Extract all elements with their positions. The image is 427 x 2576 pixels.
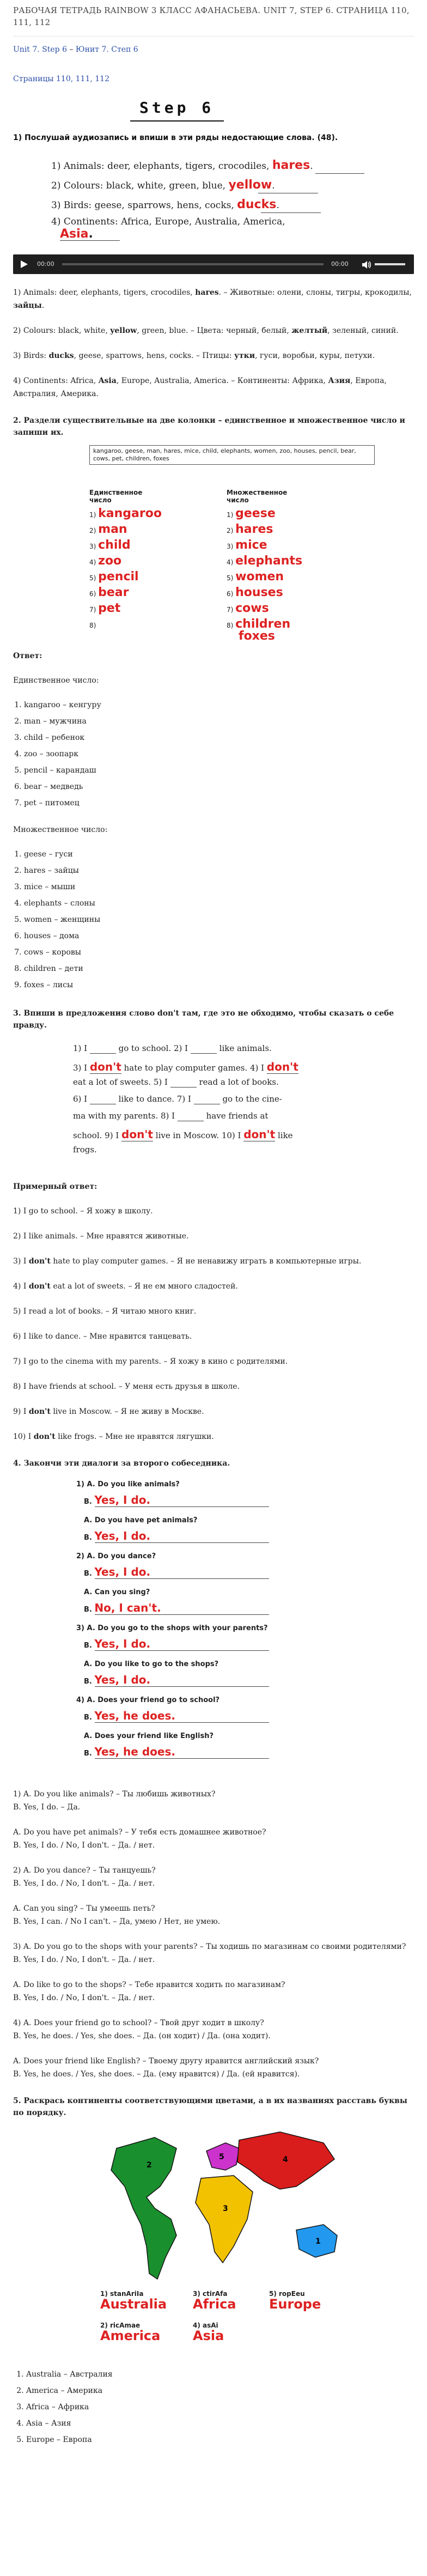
ex3-text: 3) I — [73, 1063, 90, 1073]
map-number-3: 3 — [223, 2204, 228, 2213]
ex2-singular-heading: Единственное число — [89, 489, 143, 504]
ex3-dont-answer: don't — [121, 1128, 153, 1141]
ex5-scramble-key: 5) ropEeu — [269, 2290, 305, 2298]
map-number-5: 5 — [219, 2153, 224, 2161]
ex2-image — [13, 445, 414, 647]
ex2-singular-entry: 4. zoo – зоопарк — [24, 746, 414, 762]
ex2-sing-label: Единственное число: — [13, 676, 99, 685]
ex2-plural-item — [227, 569, 284, 584]
world-map — [95, 2127, 351, 2285]
ex4-answer-q: A. Do you have pet animals? – У тебя есть домашнее животное? — [13, 1828, 266, 1837]
ex2-plural-entry: 4. elephants – слоны — [24, 895, 414, 912]
ex4-b-prefix: B. — [84, 1570, 95, 1578]
ex2-question: 2. Раздели существительные на две колонки – единственное и множественное число и запиши их. — [13, 416, 405, 437]
ex4-question-line: 1) A. Do you like animals? — [76, 1480, 180, 1489]
ex3-answer-b: hate to play computer games. – Я не ненавижу играть в компьютерные игры. — [50, 1257, 362, 1266]
ex3-answer-b: live in Moscow. – Я не живу в Москве. — [50, 1407, 204, 1416]
breadcrumb-link-unit[interactable]: Unit 7. Step 6 — [13, 45, 67, 54]
play-icon[interactable] — [21, 260, 28, 268]
ex5-final-entry: 5. Europe – Европа — [26, 2432, 414, 2448]
ex4-answer — [13, 1788, 414, 1814]
ex1-answer-3 — [13, 349, 414, 362]
volume-slider[interactable] — [375, 263, 405, 265]
ex1-line-4-answer: Asia. — [60, 227, 93, 241]
ex4-answer-b: B. Yes, I do. / No, I don't. – Да. / нет. — [13, 1994, 155, 2002]
ex1-ans1-c: . – Животные: олени, слоны, тигры, крокодилы, — [218, 288, 412, 297]
ex1-line-3-text: 3) Birds: geese, sparrows, hens, cocks, — [51, 200, 234, 211]
ex3-text: 6) I — [73, 1094, 90, 1104]
audio-time-current: 00:00 — [37, 260, 54, 268]
step-heading-underline — [130, 120, 224, 121]
ex2-plur-label: Множественное число: — [13, 825, 108, 834]
ex4-answer-text: Yes, I do. — [94, 1673, 151, 1686]
ex5-scramble-key: 4) asAi — [193, 2322, 218, 2329]
ex4-answer-text: No, I can't. — [94, 1601, 161, 1614]
ex4-answer-b: B. Yes, I can. / No I can't. – Да, умею / Нет, не умею. — [13, 1917, 221, 1926]
item-number: 5) — [89, 574, 99, 582]
item-word: children — [235, 617, 291, 631]
ex2-plural-entry: 6. houses – дома — [24, 928, 414, 944]
ex1-answer-2 — [13, 324, 414, 337]
ex4-question-line: A. Can you sing? — [84, 1588, 150, 1596]
ex4-answer-text: Yes, he does. — [94, 1745, 175, 1758]
ex2-plural-item — [227, 601, 269, 616]
ex5-final-entry: 4. Asia – Азия — [26, 2415, 414, 2432]
item-number: 8) — [227, 622, 236, 629]
ex3-text: go to school. 2) I — [115, 1043, 191, 1053]
ex5-scramble-key: 3) ctirAfa — [193, 2290, 228, 2298]
ex5-scramble-item — [193, 2290, 236, 2311]
ex5-scramble-key: 2) ricAmae — [100, 2322, 141, 2329]
ex4-answer — [13, 1826, 414, 1852]
ex3-question: 3. Впиши в предложения слово don't там, где это не обходимо, чтобы сказать о себе правду. — [13, 1009, 394, 1030]
item-word: kangaroo — [98, 507, 162, 520]
ex4-answer-b: B. Yes, I do. / No, I don't. – Да. / нет. — [13, 1879, 155, 1888]
ex2-plural-item — [227, 554, 302, 568]
ex3-answer: 2) I like animals. – Мне нравятся животные. — [13, 1232, 189, 1241]
ex1-ans3-b: ducks — [48, 351, 74, 360]
step-heading-block — [13, 99, 414, 131]
ex3-text: like to dance. 7) I — [115, 1094, 194, 1104]
ex2-singular-list — [13, 697, 414, 811]
ex4-question: 4. Закончи эти диалоги за второго собеседника. — [13, 1459, 230, 1468]
breadcrumb-sep: – — [67, 45, 76, 54]
ex4-answer-line — [84, 1493, 280, 1506]
ex4-answer-line — [84, 1565, 280, 1578]
ex4-question-line: 4) A. Does your friend go to school? — [76, 1696, 220, 1704]
ex2-plural-item — [227, 617, 291, 643]
item-number: 1) — [227, 511, 236, 519]
ex3-dont-answer: don't — [243, 1128, 276, 1141]
ex3-text: ma with my parents. 8) I — [73, 1111, 178, 1121]
ex5-scramble-answer: Australia — [100, 2296, 167, 2312]
ex3-answer — [13, 1430, 414, 1443]
pages-line — [13, 74, 414, 84]
ex2-singular-item — [89, 554, 121, 568]
ex2-plural-entry: 5. women – женщины — [24, 912, 414, 928]
ex3-blank — [90, 1043, 116, 1054]
ex4-answers — [13, 1788, 414, 2081]
item-word: pencil — [98, 570, 139, 584]
ex4-image — [13, 1475, 414, 1776]
ex1-blank-4 — [60, 240, 120, 241]
item-word: mice — [235, 538, 267, 552]
ex3-sample-label: Примерный ответ: — [13, 1182, 97, 1191]
ex4-b-prefix: B. — [84, 1714, 95, 1722]
ex4-answer-b: B. Yes, he does. / Yes, she does. – Да. (ему нравится) / Да. (ей нравится). — [13, 2070, 300, 2079]
ex1-line-3-answer: ducks — [237, 198, 277, 211]
ex4-answer-q: 1) A. Do you like animals? – Ты любишь животных? — [13, 1790, 216, 1799]
ex2-singular-entry: 5. pencil – карандаш — [24, 762, 414, 779]
item-word: elephants — [235, 554, 303, 568]
ex1-line-4-text: 4) Continents: Africa, Europe, Australia, America, — [51, 216, 285, 227]
ex2-plural-entry: 8. children – дети — [24, 961, 414, 977]
ex4-answer-line — [84, 1529, 280, 1542]
item-word: child — [98, 538, 131, 552]
ex2-word-box: kangaroo, geese, man, hares, mice, child, elephants, women, zoo, houses, pencil, bear, cows, pet, children, foxes — [89, 445, 375, 465]
ex5-scramble-key: 1) stanAriIa — [100, 2290, 144, 2298]
ex2-plural-item — [227, 522, 273, 537]
ex4-answer-line — [84, 1637, 280, 1650]
divider — [13, 36, 414, 37]
ex2-singular-item — [89, 538, 131, 552]
ex3-answer-dont: don't — [28, 1282, 51, 1291]
ex4-b-prefix: B. — [84, 1678, 95, 1686]
ex4-answer-q: A. Does your friend like English? – Твоему другу нравится английский язык? — [13, 2057, 319, 2065]
ex4-answer-rule — [95, 1650, 269, 1651]
item-number: 6) — [89, 590, 99, 598]
ex4-question-line: A. Do you like to go to the shops? — [84, 1660, 219, 1668]
ex4-answer-line — [84, 1709, 280, 1722]
ex3-line — [73, 1111, 356, 1121]
ex4-answer-b: B. Yes, I do. / No, I don't. – Да. / нет. — [13, 1955, 155, 1964]
ex2-answer-label: Ответ: — [13, 652, 42, 660]
ex2-plural-entry: 9. foxes – лисы — [24, 977, 414, 993]
audio-progress-track[interactable] — [62, 263, 324, 265]
map-number-4: 4 — [283, 2155, 288, 2164]
ex1-ans4-d: Азия — [328, 376, 351, 385]
ex2-singular-entry: 2. man – мужчина — [24, 713, 414, 730]
ex3-answer-dont: don't — [33, 1432, 56, 1441]
ex4-answer — [13, 1978, 414, 2004]
ex3-image — [13, 1040, 414, 1167]
ex2-singular-item — [89, 601, 120, 616]
ex3-text: live in Moscow. 10) I — [153, 1131, 244, 1140]
map-number-1: 1 — [315, 2237, 321, 2246]
item-number: 2) — [227, 527, 236, 534]
ex4-answer-q: 4) A. Does your friend go to school? – Твой друг ходит в школу? — [13, 2019, 264, 2027]
ex4-answer-line — [84, 1673, 280, 1686]
ex1-ans4-a: 4) Continents: Africa, — [13, 376, 96, 385]
ex2-singular-item — [89, 617, 96, 631]
item-word: geese — [235, 507, 276, 520]
breadcrumb — [13, 44, 414, 55]
ex1-ans4-c: , Europe, Australia, America. – Континенты: Африка, — [116, 376, 326, 385]
ex3-answers — [13, 1205, 414, 1443]
ex4-answer — [13, 2055, 414, 2081]
ex3-dont-answer: don't — [89, 1060, 121, 1073]
audio-player — [13, 254, 414, 274]
ex3-answer: 7) I go to the cinema with my parents. – Я хожу в кино с родителями. — [13, 1357, 288, 1366]
item-number: 6) — [227, 590, 236, 598]
ex4-answer — [13, 1940, 414, 1966]
ex2-singular-entry: 1. kangaroo – кенгуру — [24, 697, 414, 713]
ex3-text: like animals. — [216, 1043, 272, 1053]
ex5-final-list — [13, 2366, 414, 2448]
ex2-plural-item — [227, 585, 283, 600]
item-word: foxes — [239, 629, 275, 643]
item-number: 3) — [89, 543, 99, 550]
ex3-answer — [13, 1255, 414, 1268]
ex3-line — [73, 1145, 356, 1155]
ex3-text: go to the cine- — [219, 1094, 282, 1104]
ex4-answer-q: 2) A. Do you dance? – Ты танцуешь? — [13, 1866, 156, 1875]
content — [13, 0, 414, 2448]
ex5-scramble-item — [100, 2290, 167, 2311]
item-number: 4) — [89, 558, 99, 566]
ex4-answer — [13, 2016, 414, 2043]
ex1-ans2-e: , зеленый, синий. — [327, 326, 399, 335]
ex3-answer-b: eat a lot of sweets. – Я не ем много сладостей. — [50, 1282, 238, 1291]
ex1-ans1-d: зайцы — [13, 301, 42, 310]
ex1-line-4-answer-text: Asia — [60, 227, 89, 241]
ex1-blank-1 — [315, 173, 364, 174]
ex1-ans4-b: Asia — [98, 376, 117, 385]
audio-time-total: 00:00 — [331, 260, 349, 268]
ex4-answer-rule — [95, 1758, 269, 1759]
ex4-b-prefix: B. — [84, 1642, 95, 1650]
ex4-answer-text: Yes, I do. — [94, 1565, 151, 1578]
ex4-answer-b: B. Yes, I do. / No, I don't. – Да. / нет. — [13, 1841, 155, 1850]
ex4-answer-b: B. Yes, I do. – Да. — [13, 1803, 81, 1812]
item-word: man — [98, 523, 127, 536]
ex3-text: frogs. — [73, 1145, 97, 1155]
ex1-ans3-c: , geese, sparrows, hens, cocks. – Птицы: — [74, 351, 232, 360]
ex5-final-entry: 2. America – Америка — [26, 2383, 414, 2399]
ex1-line-1: 1) Animals: deer, elephants, tigers, crocodiles, hares. — [51, 159, 313, 172]
ex5-scramble-answer: Europe — [269, 2296, 321, 2312]
ex3-line — [73, 1128, 356, 1141]
ex5-scramble-item — [269, 2290, 321, 2311]
ex3-answer: 8) I have friends at school. – У меня есть друзья в школе. — [13, 1382, 240, 1391]
ex3-blank — [191, 1043, 217, 1054]
ex1-ans3-a: 3) Birds: — [13, 351, 47, 360]
item-number: 8) — [89, 622, 96, 629]
ex4-question-line: 2) A. Do you dance? — [76, 1552, 156, 1560]
ex4-answer-text: Yes, I do. — [94, 1637, 151, 1650]
ex4-answer-rule — [95, 1686, 269, 1687]
ex5-final-entry: 3. Africa – Африка — [26, 2399, 414, 2415]
ex3-answer-dont: don't — [28, 1257, 51, 1266]
ex4-answer-q: 3) A. Do you go to the shops with your parents? – Ты ходишь по магазинам со своими родителями? — [13, 1942, 406, 1951]
ex4-answer-b: B. Yes, he does. / Yes, she does. – Да. (он ходит) / Да. (она ходит). — [13, 2032, 271, 2040]
ex1-ans3-d: утки — [234, 351, 255, 360]
ex3-dont-answer: don't — [266, 1060, 298, 1073]
continent-africa — [196, 2176, 253, 2263]
ex2-singular-item — [89, 585, 129, 600]
ex1-line-3: 3) Birds: geese, sparrows, hens, cocks, ducks. — [51, 198, 279, 211]
item-number: 7) — [89, 606, 99, 613]
ex3-answer-a: 3) I — [13, 1257, 29, 1266]
ex4-answer-line — [84, 1745, 280, 1758]
ex3-line — [73, 1043, 356, 1054]
ex1-ans3-e: , гуси, воробьи, куры, петухи. — [255, 351, 375, 360]
ex4-question-line: A. Does your friend like English? — [84, 1732, 214, 1740]
ex5-image — [13, 2127, 414, 2366]
ex3-line — [73, 1077, 356, 1087]
ex1-ans2-a: 2) Colours: black, white, — [13, 326, 108, 335]
ex4-answer-rule — [95, 1542, 269, 1543]
ex2-plural-item — [227, 506, 276, 521]
ex4-b-prefix: B. — [84, 1606, 95, 1614]
ex3-blank — [178, 1111, 204, 1121]
item-number: 4) — [227, 558, 236, 566]
ex1-blank-3 — [261, 212, 321, 213]
ex4-b-prefix: B. — [84, 1534, 95, 1542]
ex2-plural-entry: 3. mice – мыши — [24, 879, 414, 895]
ex1-line-4 — [51, 216, 285, 227]
ex4-answer-text: Yes, I do. — [94, 1493, 151, 1506]
ex1-line-1-text: 1) Animals: deer, elephants, tigers, crocodiles, — [51, 161, 270, 172]
item-word: cows — [235, 602, 269, 615]
item-number: 5) — [227, 574, 236, 582]
item-number: 3) — [227, 543, 236, 550]
ex4-answer-rule — [95, 1506, 269, 1507]
ex3-answer-a: 4) I — [13, 1282, 29, 1291]
ex2-plural-entry: 2. hares – зайцы — [24, 862, 414, 879]
ex2-singular-entry: 7. pet – питомец — [24, 795, 414, 811]
ex3-line — [73, 1094, 356, 1104]
ex5-final-entry: 1. Australia – Австралия — [26, 2366, 414, 2383]
ex3-text: school. 9) I — [73, 1131, 122, 1140]
page-title: РАБОЧАЯ ТЕТРАДЬ RAINBOW 3 КЛАСС АФАНАСЬЕВА. UNIT 7, STEP 6. СТРАНИЦА 110, 111, 112 — [13, 5, 410, 27]
breadcrumb-link-unit-ru[interactable]: Юнит 7. Степ 6 — [75, 45, 138, 54]
item-number: 2) — [89, 527, 99, 534]
ex4-b-prefix: B. — [84, 1498, 95, 1506]
ex5-scramble-item — [100, 2322, 160, 2342]
ex4-answer-q: A. Can you sing? – Ты умеешь петь? — [13, 1904, 155, 1913]
ex4-answer — [13, 1902, 414, 1928]
ex3-text: eat a lot of sweets. 5) I — [73, 1077, 170, 1087]
ex3-answer-dont: don't — [28, 1407, 51, 1416]
ex3-answer — [13, 1405, 414, 1418]
ex1-line-2: 2) Colours: black, white, green, blue, yellow. — [51, 178, 275, 192]
item-word: pet — [98, 602, 121, 615]
ex4-answer-line — [84, 1601, 280, 1614]
ex3-text: like — [275, 1131, 293, 1140]
ex2-singular-entry: 6. bear – медведь — [24, 779, 414, 795]
ex1-ans2-c: , green, blue. – Цвета: черный, белый, — [137, 326, 289, 335]
ex1-ans1-a: 1) Animals: deer, elephants, tigers, crocodiles, — [13, 288, 193, 297]
ex4-question-line: 3) A. Do you go to the shops with your parents? — [76, 1624, 268, 1632]
ex2-plural-entry: 1. geese – гуси — [24, 846, 414, 862]
ex2-singular-item — [89, 506, 162, 521]
ex5-scramble-answer: America — [100, 2328, 161, 2343]
ex4-answer-q: A. Do like to go to the shops? – Тебе нравится ходить по магазинам? — [13, 1980, 285, 1989]
ex2-singular-item — [89, 522, 127, 537]
item-word: hares — [235, 523, 273, 536]
ex3-text: hate to play computer games. 4) I — [121, 1063, 267, 1073]
ex1-line-2-text: 2) Colours: black, white, green, blue, — [51, 180, 226, 191]
item-word: zoo — [98, 554, 122, 568]
ex5-question: 5. Раскрась континенты соответствующими цветами, а в их названиях расставь буквы по порядку. — [13, 2097, 407, 2117]
ex4-answer-text: Yes, I do. — [94, 1529, 151, 1542]
ex3-line — [73, 1060, 356, 1073]
ex5-scramble-answer: Africa — [193, 2296, 236, 2312]
ex4-answer-rule — [95, 1614, 269, 1615]
ex4-b-prefix: B. — [84, 1749, 95, 1758]
ex2-plural-list — [13, 846, 414, 993]
ex4-answer-text: Yes, he does. — [94, 1709, 175, 1722]
item-word: bear — [98, 586, 129, 599]
ex1-image — [13, 154, 414, 242]
ex1-ans4-e: , Европа, Австралия, Америка. — [13, 376, 387, 398]
ex4-question-line: A. Do you have pet animals? — [84, 1516, 198, 1524]
ex2-plural-heading: Множественное число — [227, 489, 288, 504]
ex3-text: 1) I — [73, 1043, 90, 1053]
ex4-answer-rule — [95, 1722, 269, 1723]
ex3-blank — [170, 1077, 197, 1087]
ex1-line-1-answer: hares — [272, 159, 310, 172]
ex2-plural-entry: 7. cows – коровы — [24, 944, 414, 961]
map-number-2: 2 — [147, 2161, 152, 2170]
ex5-scramble-answer: Asia — [193, 2328, 224, 2343]
step-heading: Step 6 — [139, 99, 215, 117]
ex2-singular-item — [89, 569, 139, 584]
ex1-line-2-answer: yellow — [228, 178, 272, 192]
pages-link[interactable]: Страницы 110, 111, 112 — [13, 75, 109, 83]
ex4-answer-rule — [95, 1578, 269, 1579]
ex1-ans2-b: yellow — [110, 326, 137, 335]
ex1-ans1-b: hares — [195, 288, 219, 297]
item-word: women — [235, 570, 284, 584]
ex3-text: read a lot of books. — [196, 1077, 279, 1087]
ex1-ans2-d: желтый — [291, 326, 328, 335]
ex3-answer-a: 10) I — [13, 1432, 34, 1441]
ex2-plural-item — [227, 538, 267, 552]
ex3-answer — [13, 1280, 414, 1293]
ex3-answer: 6) I like to dance. – Мне нравится танцевать. — [13, 1332, 192, 1341]
ex3-blank — [90, 1094, 116, 1104]
ex1-answer-4 — [13, 374, 414, 400]
item-number: 1) — [89, 511, 99, 519]
ex4-answer — [13, 1864, 414, 1890]
ex3-answer-a: 9) I — [13, 1407, 29, 1416]
ex3-blank — [194, 1094, 220, 1104]
continent-america — [111, 2137, 176, 2279]
audio-player-wrap — [13, 254, 414, 274]
ex3-answer-b: like frogs. – Мне не нравятся лягушки. — [55, 1432, 214, 1441]
ex5-scramble-item — [193, 2322, 224, 2342]
item-number: 7) — [227, 606, 236, 613]
ex3-answer: 5) I read a lot of books. – Я читаю много книг. — [13, 1307, 197, 1316]
ex1-answer-1: 1) Animals: deer, elephants, tigers, crocodiles, hares. – Животные: олени, слоны, тигры, крокодилы, зайцы. — [13, 288, 412, 310]
ex1-question: 1) Послушай аудиозапись и впиши в эти ряды недостающие слова. (48). — [13, 133, 338, 142]
volume-icon[interactable] — [362, 260, 371, 268]
ex3-text: have friends at — [203, 1111, 269, 1121]
ex3-answer: 1) I go to school. – Я хожу в школу. — [13, 1207, 153, 1216]
ex2-singular-entry: 3. child – ребенок — [24, 730, 414, 746]
item-word: houses — [235, 586, 283, 599]
